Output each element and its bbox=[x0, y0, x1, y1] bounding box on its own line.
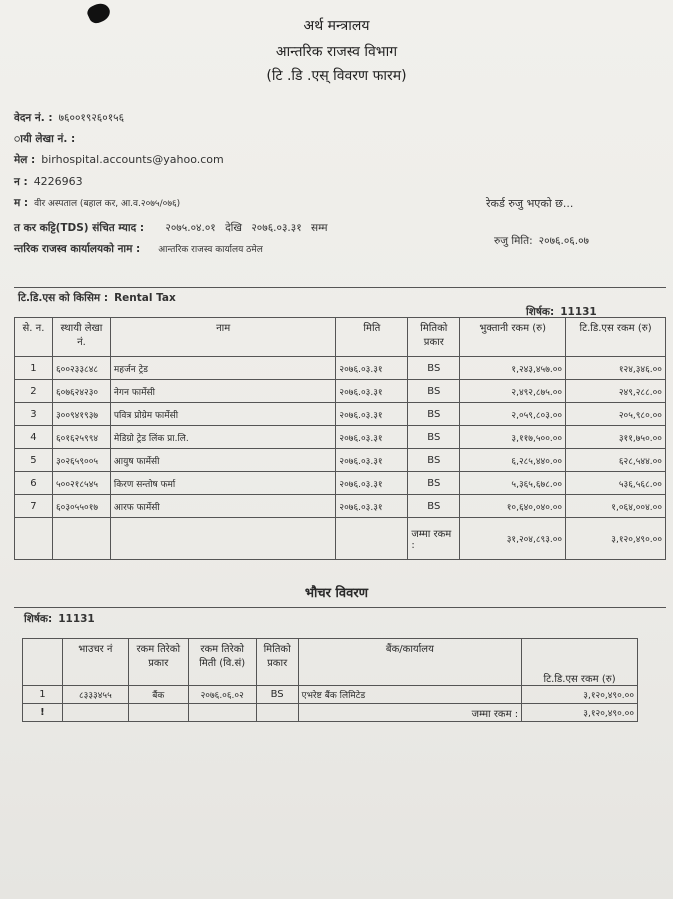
taxpayer-name-value: वीर अस्पताल (बहाल कर, आ.व.२०७५/०७६) bbox=[34, 199, 181, 209]
vrow-tds: ३,१२०,४९०.०० bbox=[522, 686, 638, 704]
taxpayer-name-label: म : bbox=[14, 197, 29, 209]
row-tds: ३११,७५०.०० bbox=[566, 426, 666, 449]
table-row bbox=[15, 472, 666, 495]
row-date: २०७६.०३.३१ bbox=[336, 380, 408, 403]
vrow-empty bbox=[188, 704, 256, 722]
col-pan: स्थायी लेखा नं. bbox=[52, 318, 110, 357]
row-pan: ६०३०५५०१७ bbox=[52, 495, 110, 518]
row-tds: १,०६४,००४.०० bbox=[566, 495, 666, 518]
total-empty bbox=[110, 518, 335, 560]
row-name: पवित्र प्रोग्रेम फार्मेसी bbox=[110, 403, 335, 426]
table-row bbox=[15, 426, 666, 449]
tds-to: २०७६.०३.३१ bbox=[251, 222, 302, 234]
voucher-table bbox=[22, 638, 638, 722]
row-date-type: BS bbox=[408, 403, 460, 426]
phone-label: न : bbox=[14, 176, 28, 188]
row-date-type: BS bbox=[408, 472, 460, 495]
verify-date bbox=[494, 234, 589, 248]
vcol-bank: बैंक/कार्यालय bbox=[298, 639, 522, 686]
voucher-total-label: जम्मा रकम : bbox=[298, 704, 522, 722]
tds-type-label: टि.डि.एस को किसिम : bbox=[18, 292, 109, 304]
row-pan: ६०१६२५९९४ bbox=[52, 426, 110, 449]
tds-type-value: Rental Tax bbox=[114, 292, 176, 304]
row-name: आयुष फार्मेसी bbox=[110, 449, 335, 472]
email-label: मेल : bbox=[14, 154, 36, 166]
voucher-total-tds: ३,१२०,४९०.०० bbox=[522, 704, 638, 722]
tds-to-suffix: सम्म bbox=[311, 222, 328, 234]
row-payment: २,०५९,८०३.०० bbox=[460, 403, 566, 426]
row-payment: १,२४३,४५७.०० bbox=[460, 357, 566, 380]
row-date: २०७६.०३.३१ bbox=[336, 403, 408, 426]
row-date-type: BS bbox=[408, 357, 460, 380]
col-tds: टि.डि.एस रकम (रु) bbox=[566, 318, 666, 357]
row-date-type: BS bbox=[408, 449, 460, 472]
row-payment: २,४९२,८७५.०० bbox=[460, 380, 566, 403]
table-row bbox=[15, 403, 666, 426]
pan-label: ायी लेखा नं. : bbox=[14, 133, 76, 145]
vrow-sn: 1 bbox=[23, 686, 63, 704]
row-name: नेगन फार्मेसी bbox=[110, 380, 335, 403]
vrow-date-type: BS bbox=[256, 686, 298, 704]
tds-table-header bbox=[15, 318, 666, 357]
row-payment: १०,६४०,०४०.०० bbox=[460, 495, 566, 518]
office-name-value: आन्तरिक राजस्व कार्यालय ठमेल bbox=[158, 245, 263, 255]
row-payment: ३,११७,५००.०० bbox=[460, 426, 566, 449]
vcol-pay-type: रकम तिरेको प्रकार bbox=[128, 639, 188, 686]
row-date: २०७६.०३.३१ bbox=[336, 449, 408, 472]
application-number-label: वेदन नं. : bbox=[14, 112, 53, 124]
vcol-voucher-no: भाउचर नं bbox=[62, 639, 128, 686]
vrow-pay-type: बैंक bbox=[128, 686, 188, 704]
row-name: आरफ फार्मेसी bbox=[110, 495, 335, 518]
voucher-heading bbox=[24, 612, 95, 626]
row-tds: ६२८,५४४.०० bbox=[566, 449, 666, 472]
phone-value: 4226963 bbox=[33, 175, 83, 188]
row-pan: ३०२६५९००५ bbox=[52, 449, 110, 472]
col-payment: भुक्तानी रकम (रु) bbox=[460, 318, 566, 357]
row-date: २०७६.०३.३१ bbox=[336, 357, 408, 380]
taxpayer-name bbox=[14, 196, 180, 210]
row-date: २०७६.०३.३१ bbox=[336, 472, 408, 495]
row-name: मेडिग्रो ट्रेड लिंक प्रा.लि. bbox=[110, 426, 335, 449]
col-date-type: मितिको प्रकार bbox=[408, 318, 460, 357]
record-note: रेकर्ड रुजु भएको छ... bbox=[486, 197, 574, 210]
table-row bbox=[15, 380, 666, 403]
table-row bbox=[15, 449, 666, 472]
vrow-mark: ! bbox=[23, 704, 63, 722]
vrow-empty bbox=[256, 704, 298, 722]
office-name-label: न्तरिक राजस्व कार्यालयको नाम : bbox=[14, 243, 141, 255]
table-row bbox=[23, 704, 638, 722]
tds-heading-label: शिर्षक: bbox=[526, 306, 555, 318]
row-date-type: BS bbox=[408, 426, 460, 449]
vcol-tds: टि.डि.एस रकम (रु) bbox=[522, 639, 638, 686]
tds-from: २०७५.०४.०१ bbox=[165, 222, 216, 234]
pan-number bbox=[14, 132, 81, 146]
vcol-sn bbox=[23, 639, 63, 686]
voucher-heading-value: 11131 bbox=[58, 613, 95, 625]
row-pan: ५००२१८५४५ bbox=[52, 472, 110, 495]
table-row bbox=[15, 495, 666, 518]
row-name: किरण सन्तोष फर्मा bbox=[110, 472, 335, 495]
vrow-bank: एभरेष्ट बैंक लिमिटेड bbox=[298, 686, 522, 704]
tds-total-row bbox=[15, 518, 666, 560]
row-sn: 7 bbox=[15, 495, 53, 518]
row-pan: ६००२३३८४८ bbox=[52, 357, 110, 380]
row-sn: 4 bbox=[15, 426, 53, 449]
row-name: महर्जन ट्रेड bbox=[110, 357, 335, 380]
row-date-type: BS bbox=[408, 495, 460, 518]
col-sn: से. न. bbox=[15, 318, 53, 357]
tds-to-label: देखि bbox=[225, 222, 242, 234]
tds-heading-value: 11131 bbox=[560, 306, 597, 318]
row-tds: २०५,९८०.०० bbox=[566, 403, 666, 426]
row-sn: 6 bbox=[15, 472, 53, 495]
phone bbox=[14, 175, 83, 189]
total-payment: ३१,२०४,८९३.०० bbox=[460, 518, 566, 560]
vrow-empty bbox=[62, 704, 128, 722]
row-payment: ५,३६५,६७८.०० bbox=[460, 472, 566, 495]
office-name bbox=[14, 242, 263, 256]
application-number bbox=[14, 111, 124, 125]
email-value: birhospital.accounts@yahoo.com bbox=[41, 153, 224, 166]
vrow-voucher-no: ८३३३४५५ bbox=[62, 686, 128, 704]
vrow-pay-date: २०७६.०६.०२ bbox=[188, 686, 256, 704]
row-sn: 5 bbox=[15, 449, 53, 472]
row-date: २०७६.०३.३१ bbox=[336, 495, 408, 518]
vrow-empty bbox=[128, 704, 188, 722]
voucher-title: भौचर विवरण bbox=[304, 586, 369, 601]
row-sn: 3 bbox=[15, 403, 53, 426]
ministry-title: अर्थ मन्त्रालय bbox=[303, 18, 370, 34]
tds-table bbox=[14, 317, 666, 560]
col-date: मिति bbox=[336, 318, 408, 357]
row-sn: 2 bbox=[15, 380, 53, 403]
col-name: नाम bbox=[110, 318, 335, 357]
tds-period bbox=[14, 221, 328, 235]
row-pan: ६०७६२४२३० bbox=[52, 380, 110, 403]
vcol-date-type: मितिको प्रकार bbox=[256, 639, 298, 686]
rule-line bbox=[14, 607, 666, 608]
total-label: जम्मा रकम : bbox=[408, 518, 460, 560]
form-title: (टि .डि .एस् विवरण फारम) bbox=[266, 68, 407, 84]
vcol-pay-date: रकम तिरेको मिती (वि.सं) bbox=[188, 639, 256, 686]
tds-type bbox=[18, 291, 176, 305]
total-empty bbox=[52, 518, 110, 560]
email bbox=[14, 153, 224, 167]
row-tds: १२४,३४६.०० bbox=[566, 357, 666, 380]
verify-date-label: रुजु मिति: bbox=[494, 235, 533, 247]
total-empty bbox=[336, 518, 408, 560]
total-empty bbox=[15, 518, 53, 560]
application-number-value: ७६००१९२६०१५६ bbox=[58, 112, 125, 124]
total-tds: ३,१२०,४९०.०० bbox=[566, 518, 666, 560]
verify-date-value: २०७६.०६.०७ bbox=[538, 235, 590, 247]
row-tds: २४९,२८८.०० bbox=[566, 380, 666, 403]
row-tds: ५३६,५६८.०० bbox=[566, 472, 666, 495]
table-row bbox=[15, 357, 666, 380]
table-row bbox=[23, 686, 638, 704]
rule-line bbox=[14, 287, 666, 288]
row-payment: ६,२८५,४४०.०० bbox=[460, 449, 566, 472]
row-pan: ३००९४१९३७ bbox=[52, 403, 110, 426]
voucher-table-header bbox=[23, 639, 638, 686]
row-date: २०७६.०३.३१ bbox=[336, 426, 408, 449]
row-sn: 1 bbox=[15, 357, 53, 380]
row-date-type: BS bbox=[408, 380, 460, 403]
department-title: आन्तरिक राजस्व विभाग bbox=[275, 44, 398, 60]
voucher-heading-label: शिर्षक: bbox=[24, 613, 53, 625]
tds-period-label: त कर कट्टि(TDS) संचित म्याद : bbox=[14, 222, 145, 234]
